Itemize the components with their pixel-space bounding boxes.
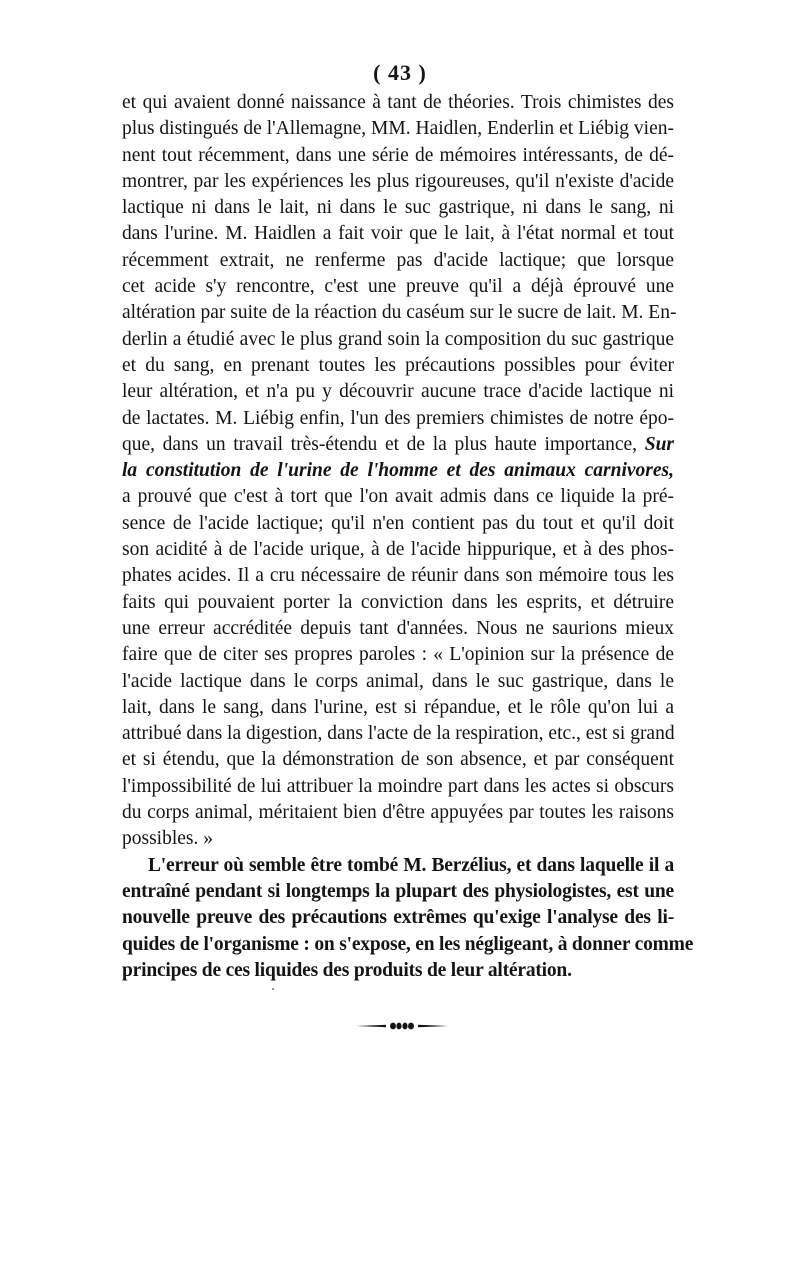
text-line: et si étendu, que la démonstration de son absence, et par conséquent: [122, 749, 674, 771]
text-line: et qui avaient donné naissance à tant de théories. Trois chimistes des: [122, 92, 674, 113]
text-line: dans l'urine. M. Haidlen a fait voir que le lait, à l'état normal et tout: [122, 223, 674, 245]
text-line-lead: que, dans un travail très-étendu et de la plus haute importance,: [122, 433, 638, 455]
work-title-line: [122, 458, 674, 484]
text-line: faire que de citer ses propres paroles : « L'opinion sur la présence de: [122, 644, 674, 666]
text-line: récemment extrait, ne renferme pas d'acide lactique; que lorsque: [122, 249, 674, 271]
text-line: l'impossibilité de lui attribuer la moindre part dans les actes si obscurs: [122, 775, 674, 797]
paragraph-2-line: principes de ces liquides des produits de leur altération.: [122, 959, 572, 981]
end-ornament: [356, 1022, 448, 1030]
text-line: de lactates. M. Liébig enfin, l'un des premiers chimistes de notre épo-: [122, 407, 674, 429]
body-text: [122, 90, 694, 984]
text-line: lait, dans le sang, dans l'urine, est si répandue, et le rôle qu'on lui a: [122, 696, 674, 718]
text-line: altération par suite de la réaction du caséum sur le sucre de lait. M. En-: [122, 302, 677, 324]
text-line: possibles. »: [122, 828, 214, 850]
text-line: du corps animal, méritaient bien d'être appuyées par toutes les raisons: [122, 802, 674, 824]
text-line: et du sang, en prenant toutes les précautions possibles pour éviter: [122, 354, 674, 376]
text-line: montrer, par les expériences les plus rigoureuses, qu'il n'existe d'acide: [122, 170, 674, 192]
text-line: lactique ni dans le lait, ni dans le suc gastrique, ni dans le sang, ni: [122, 197, 674, 219]
paragraph-2-line: quides de l'organisme : on s'expose, en les négligeant, à donner comme: [122, 933, 694, 955]
text-line: l'acide lactique dans le corps animal, dans le suc gastrique, dans le: [122, 670, 674, 692]
text-line-with-title: [122, 432, 674, 458]
text-line: sence de l'acide lactique; qu'il n'en contient pas du tout et qu'il doit: [122, 512, 674, 534]
work-title: la constitution de l'urine de l'homme et des animaux carnivores,: [122, 460, 674, 482]
text-line: cet acide s'y rencontre, c'est une preuve qu'il a déjà éprouvé une: [122, 276, 674, 298]
text-line: plus distingués de l'Allemagne, MM. Haidlen, Enderlin et Liébig vien-: [122, 118, 674, 140]
text-line: attribué dans la digestion, dans l'acte de la respiration, etc., est si grand: [122, 723, 675, 745]
paragraph-2-line: L'erreur où semble être tombé M. Berzélius, et dans laquelle il a: [148, 854, 674, 876]
text-line: son acidité à de l'acide urique, à de l'acide hippurique, et à des phos-: [122, 539, 674, 561]
text-line: nent tout récemment, dans une série de mémoires intéressants, de dé-: [122, 144, 674, 166]
text-line: phates acides. Il a cru nécessaire de réunir dans son mémoire tous les: [122, 565, 674, 587]
text-line: une erreur accréditée depuis tant d'années. Nous ne saurions mieux: [122, 617, 674, 639]
text-line: faits qui pouvaient porter la conviction dans les esprits, et détruire: [122, 591, 674, 613]
page-number: ( 43 ): [373, 60, 427, 85]
text-line: leur altération, et n'a pu y découvrir aucune trace d'acide lactique ni: [122, 381, 674, 403]
text-line: a prouvé que c'est à tort que l'on avait admis dans ce liquide la pré-: [122, 486, 674, 508]
paragraph-2-line: entraîné pendant si longtemps la plupart des physiologistes, est une: [122, 880, 674, 902]
work-title-start: Sur: [644, 433, 674, 455]
paragraph-2-line: nouvelle preuve des précautions extrêmes qu'exige l'analyse des li-: [122, 907, 674, 929]
text-line: derlin a étudié avec le plus grand soin la composition du suc gastrique: [122, 328, 674, 350]
stray-dot-mark: [272, 988, 274, 990]
